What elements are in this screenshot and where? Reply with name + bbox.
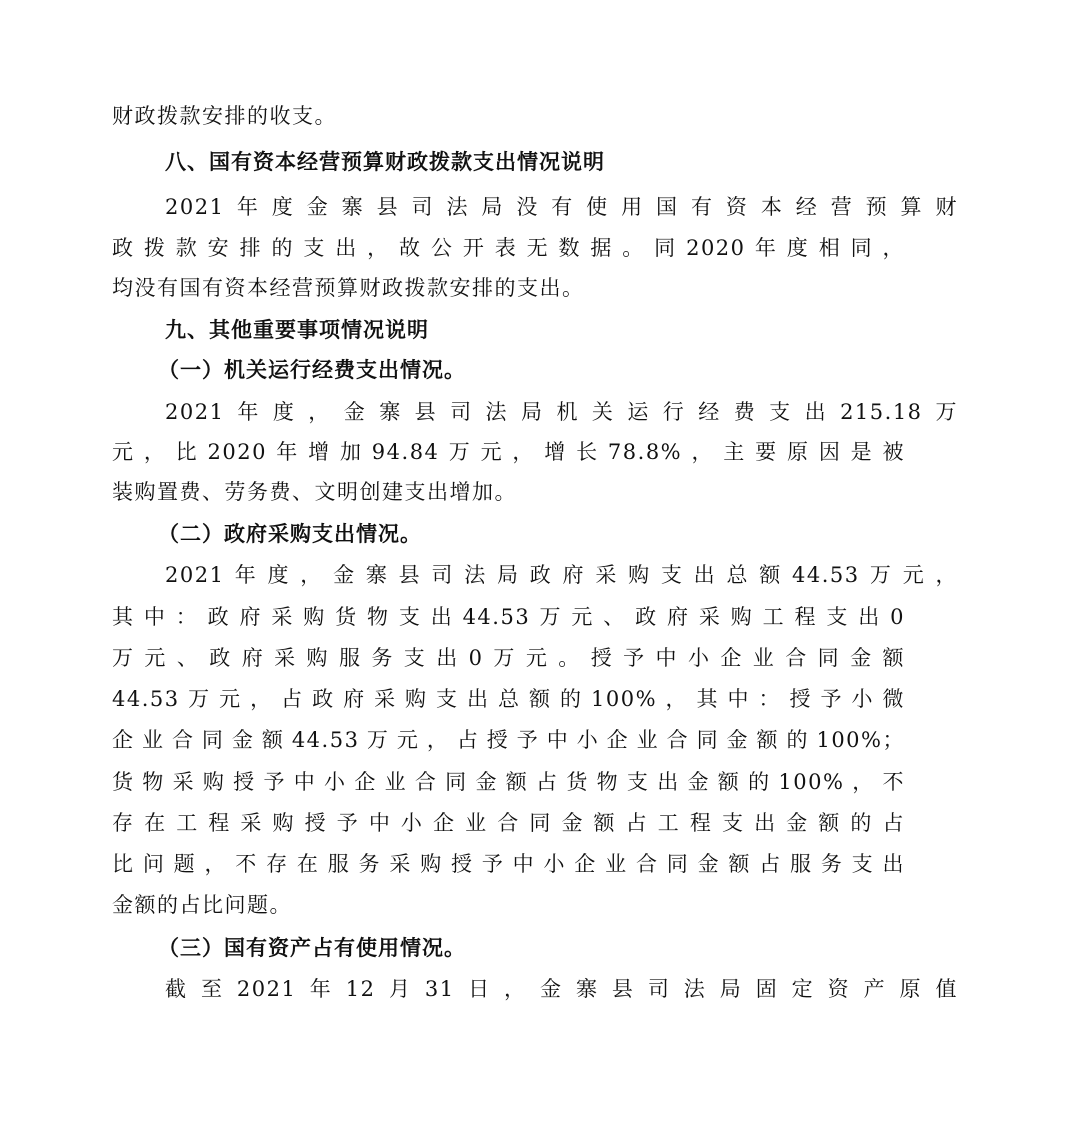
section-heading: 九、其他重要事项情况说明 <box>165 318 429 342</box>
section-heading: 八、国有资本经营预算财政拨款支出情况说明 <box>165 150 605 174</box>
paragraph-line: 金额的占比问题。 <box>112 893 292 917</box>
subsection-heading: （三）国有资产占有使用情况。 <box>158 936 466 960</box>
paragraph-line: 政拨款安排的支出，故公开表无数据。同2020年度相同， <box>112 236 905 260</box>
paragraph-line: 截至2021年12月31日，金寨县司法局固定资产原值 <box>165 977 958 1001</box>
subsection-heading: （一）机关运行经费支出情况。 <box>158 358 466 382</box>
paragraph-line: 财政拨款安排的收支。 <box>112 104 337 128</box>
paragraph-line: 2021年度金寨县司法局没有使用国有资本经营预算财 <box>165 195 958 219</box>
paragraph-line: 万元、政府采购服务支出0万元。授予中小企业合同金额 <box>112 646 905 670</box>
paragraph-line: 企业合同金额44.53万元，占授予中小企业合同金额的100%； <box>112 728 905 752</box>
paragraph-line: 2021年度，金寨县司法局政府采购支出总额44.53万元， <box>165 563 958 587</box>
paragraph-line: 元，比2020年增加94.84万元，增长78.8%，主要原因是被 <box>112 440 905 464</box>
subsection-heading: （二）政府采购支出情况。 <box>158 522 422 546</box>
paragraph-line: 44.53万元，占政府采购支出总额的100%，其中：授予小微 <box>112 687 905 711</box>
paragraph-line: 2021年度，金寨县司法局机关运行经费支出215.18万 <box>165 400 958 424</box>
paragraph-line: 存在工程采购授予中小企业合同金额占工程支出金额的占 <box>112 811 905 835</box>
paragraph-line: 比问题，不存在服务采购授予中小企业合同金额占服务支出 <box>112 852 905 876</box>
paragraph-line: 其中：政府采购货物支出44.53万元、政府采购工程支出0 <box>112 605 905 629</box>
paragraph-line: 货物采购授予中小企业合同金额占货物支出金额的100%，不 <box>112 770 905 794</box>
paragraph-line: 装购置费、劳务费、文明创建支出增加。 <box>112 480 517 504</box>
paragraph-line: 均没有国有资本经营预算财政拨款安排的支出。 <box>112 276 585 300</box>
